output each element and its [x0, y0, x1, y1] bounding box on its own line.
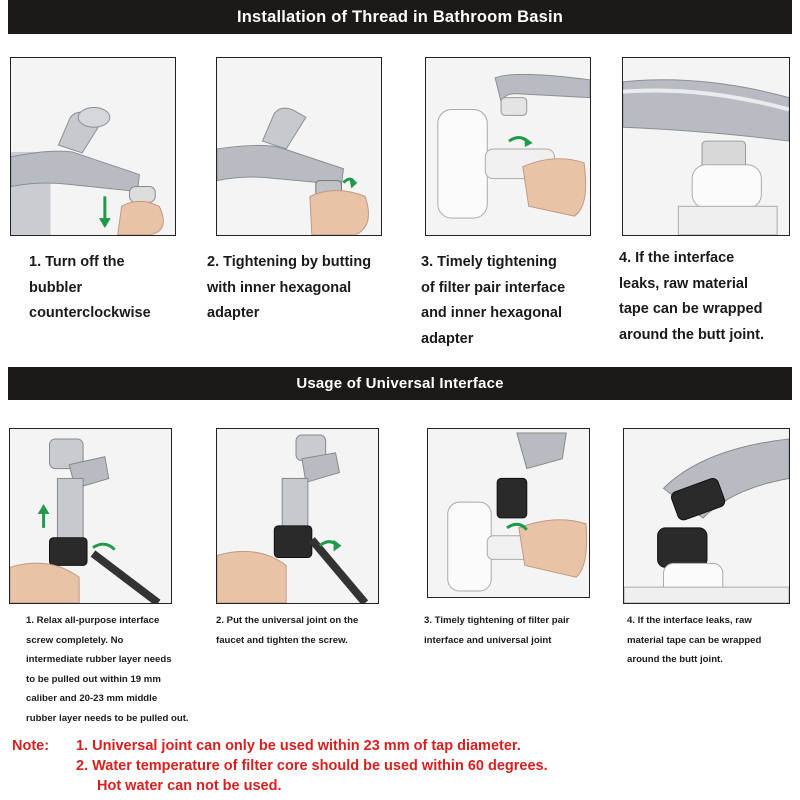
section-banner-installation	[8, 0, 792, 34]
step4-text	[619, 246, 764, 348]
photo-step1-turn-off-bubbler	[10, 57, 176, 236]
step3-text	[421, 250, 565, 352]
u-step1-text	[26, 611, 189, 728]
photo-step3-filter-interface	[425, 57, 591, 236]
step1-line: counterclockwise	[29, 305, 151, 321]
step4-line: around the butt joint.	[619, 326, 764, 343]
u-step2-text	[216, 611, 358, 650]
photo-step4-tape-wrap	[622, 57, 790, 236]
note-line-1: 1. Universal joint can only be used within 23 mm of tap diameter.	[76, 738, 521, 754]
step2-text	[207, 250, 371, 327]
u-step3-line: 3. Timely tightening of filter pair	[424, 615, 570, 626]
tape-wrap-illustration	[623, 58, 789, 235]
u-step4-line: around the butt joint.	[627, 654, 723, 665]
note-label: Note:	[12, 738, 50, 754]
step4-line: 4. If the interface	[619, 250, 735, 266]
photo-u-step3-filter-joint	[427, 428, 590, 598]
step3-line: of filter pair interface	[421, 279, 566, 296]
section-title-universal: Usage of Universal Interface	[296, 375, 504, 392]
u-step3-line: interface and universal joint	[424, 634, 552, 646]
photo-u-step1-relax-screw	[9, 428, 172, 604]
filter-interface-illustration	[426, 58, 590, 235]
photo-step2-hexagonal-adapter	[216, 57, 382, 236]
u-step1-line: 1. Relax all-purpose interface	[26, 615, 160, 626]
u-step1-line: intermediate rubber layer needs	[26, 654, 172, 665]
u-step1-line: caliber and 20-23 mm middle	[26, 693, 158, 704]
universal-joint-tighten-illustration	[217, 429, 378, 603]
step4-line: leaks, raw material	[619, 275, 748, 292]
step1-line: bubbler	[29, 279, 83, 296]
step1-line: 1. Turn off the	[29, 254, 125, 270]
step2-line: with inner hexagonal	[207, 279, 352, 296]
note-line-2: 2. Water temperature of filter core should be used within 60 degrees.	[76, 758, 548, 774]
universal-joint-relax-illustration	[10, 429, 171, 603]
u-step2-line: 2. Put the universal joint on the	[216, 615, 359, 626]
u-step1-line: screw completely. No	[26, 634, 124, 646]
step1-text	[29, 250, 151, 327]
step2-line: adapter	[207, 305, 260, 321]
section-banner-universal	[8, 367, 792, 400]
u-step1-line: rubber layer needs to be pulled out.	[26, 712, 189, 724]
u-step2-line: faucet and tighten the screw.	[216, 634, 348, 646]
photo-u-step2-tighten-screw	[216, 428, 379, 604]
u-step4-line: material tape can be wrapped	[627, 634, 762, 646]
filter-universal-joint-illustration	[428, 429, 589, 597]
step4-line: tape can be wrapped	[619, 301, 763, 317]
step3-line: 3. Timely tightening	[421, 254, 557, 270]
step3-line: adapter	[421, 330, 474, 347]
hexagonal-adapter-illustration	[217, 58, 381, 235]
photo-u-step4-tape-wrap	[623, 428, 790, 604]
u-step3-text	[424, 611, 569, 650]
u-step1-line: to be pulled out within 19 mm	[26, 673, 161, 685]
u-step4-line: 4. If the interface leaks, raw	[627, 615, 752, 626]
step2-line: 2. Tightening by butting	[207, 254, 372, 270]
universal-tape-wrap-illustration	[624, 429, 789, 603]
u-step4-text	[627, 611, 761, 670]
section-title-installation: Installation of Thread in Bathroom Basin	[236, 8, 564, 26]
step3-line: and inner hexagonal	[421, 305, 562, 321]
faucet-bubbler-illustration	[11, 58, 175, 235]
note-line-3: Hot water can not be used.	[97, 778, 282, 794]
notes-block	[0, 733, 800, 800]
